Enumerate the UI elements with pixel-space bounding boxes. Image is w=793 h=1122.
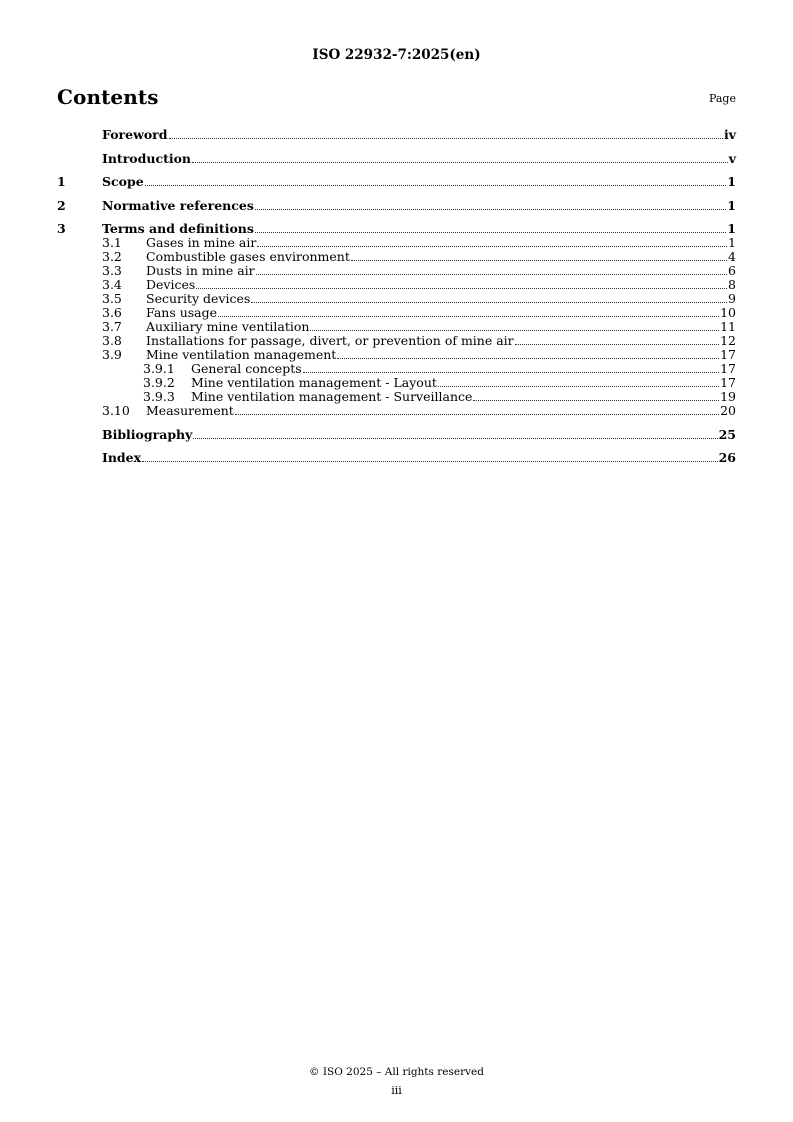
toc-dot-leader (251, 301, 727, 303)
toc-entry-page[interactable]: 25 (718, 426, 736, 442)
toc-entry-label[interactable]: Bibliography (102, 426, 193, 442)
toc-dot-leader (145, 184, 727, 186)
toc-entry[interactable] (57, 362, 736, 376)
toc-entry-label[interactable]: Mine ventilation management - Layout (191, 375, 437, 390)
toc-entry-label[interactable]: Security devices (146, 291, 251, 306)
toc-entry-label[interactable]: Measurement (146, 403, 234, 418)
copyright-footer: © ISO 2025 – All rights reserved (309, 1066, 484, 1078)
toc-entry-number: 3.8 (102, 333, 122, 348)
toc-entry-label[interactable]: Mine ventilation management (146, 347, 337, 362)
toc-entry[interactable] (57, 278, 736, 292)
toc-entry-label[interactable]: Auxiliary mine ventilation (146, 319, 310, 334)
toc-dot-leader (438, 385, 719, 387)
toc-entry-page[interactable]: 1 (727, 174, 736, 189)
toc-entry-page[interactable]: iv (723, 127, 736, 142)
toc-entry-number: 3.10 (102, 403, 130, 418)
toc-dot-leader (256, 273, 727, 275)
toc-entry-number: 3.4 (102, 277, 122, 292)
toc-entry-number: 3.3 (102, 263, 122, 278)
toc-entry-page[interactable]: 17 (720, 375, 736, 390)
footer-page-number: iii (391, 1084, 402, 1097)
table-of-contents (57, 128, 736, 465)
toc-entry-number: 2 (57, 197, 66, 213)
toc-entry-label[interactable]: Devices (146, 277, 196, 292)
toc-entry-number: 1 (57, 174, 66, 189)
toc-entry[interactable] (57, 152, 736, 166)
toc-dot-leader (257, 245, 727, 247)
toc-entry[interactable] (57, 334, 736, 348)
toc-entry[interactable] (57, 250, 736, 264)
toc-entry-number: 3.7 (102, 319, 122, 334)
toc-entry-page[interactable]: 11 (720, 319, 736, 334)
toc-entry-page[interactable]: 19 (720, 389, 736, 404)
toc-entry[interactable] (57, 264, 736, 278)
toc-dot-leader (303, 371, 719, 373)
toc-dot-leader (255, 208, 726, 210)
toc-entry-label[interactable]: Mine ventilation management - Surveillance (191, 389, 473, 404)
toc-dot-leader (515, 343, 719, 345)
toc-dot-leader (218, 315, 719, 317)
toc-entry-label[interactable]: Terms and definitions (102, 221, 254, 236)
toc-entry-page[interactable]: 9 (728, 291, 736, 306)
toc-entry-page[interactable]: v (728, 150, 736, 166)
toc-entry[interactable] (57, 306, 736, 320)
toc-entry-number: 3.2 (102, 249, 122, 264)
toc-entry-page[interactable]: 4 (728, 249, 736, 264)
toc-entry-number: 3.1 (102, 235, 122, 250)
toc-dot-leader (255, 231, 726, 233)
toc-entry[interactable] (57, 348, 736, 362)
toc-dot-leader (192, 161, 728, 163)
toc-dot-leader (473, 399, 719, 401)
toc-entry[interactable] (57, 292, 736, 306)
toc-dot-leader (196, 287, 727, 289)
toc-entry-page[interactable]: 17 (720, 361, 736, 376)
toc-entry-label[interactable]: General concepts (191, 361, 302, 376)
toc-entry-page[interactable]: 26 (718, 450, 736, 465)
toc-entry[interactable] (57, 128, 736, 142)
toc-entry-label[interactable]: Index (102, 450, 142, 465)
toc-entry-label[interactable]: Scope (102, 174, 144, 189)
toc-entry-number: 3 (57, 221, 66, 236)
toc-entry-label[interactable]: Normative references (102, 197, 254, 213)
document-id-header: ISO 22932-7:2025(en) (312, 47, 481, 63)
toc-entry-number: 3.9.1 (143, 361, 175, 376)
toc-entry-label[interactable]: Fans usage (146, 305, 218, 320)
toc-entry[interactable] (57, 390, 736, 404)
toc-entry-page[interactable]: 8 (728, 277, 736, 292)
toc-entry-label[interactable]: Combustible gases environment (146, 249, 350, 264)
toc-dot-leader (193, 437, 717, 439)
toc-entry-number: 3.5 (102, 291, 122, 306)
toc-dot-leader (310, 329, 719, 331)
toc-entry-number: 3.9.3 (143, 389, 175, 404)
toc-entry-page[interactable]: 10 (720, 305, 736, 320)
toc-entry[interactable] (57, 236, 736, 250)
toc-entry-number: 3.9 (102, 347, 122, 362)
toc-entry[interactable] (57, 404, 736, 418)
page-column-label: Page (708, 92, 736, 105)
toc-dot-leader (337, 357, 719, 359)
toc-entry-page[interactable]: 1 (727, 197, 736, 213)
page-title: Contents (57, 85, 159, 109)
toc-entry-page[interactable]: 17 (720, 347, 736, 362)
toc-entry-label[interactable]: Installations for passage, divert, or prevention of mine air (146, 333, 514, 348)
toc-entry-page[interactable]: 12 (720, 333, 736, 348)
toc-entry-page[interactable]: 1 (728, 235, 736, 250)
toc-entry-number: 3.6 (102, 305, 122, 320)
toc-entry[interactable] (57, 376, 736, 390)
toc-entry[interactable] (57, 451, 736, 465)
toc-entry-page[interactable]: 6 (728, 263, 736, 278)
toc-entry[interactable] (57, 175, 736, 189)
toc-entry[interactable] (57, 428, 736, 442)
toc-dot-leader (351, 259, 727, 261)
toc-dot-leader (235, 413, 719, 415)
toc-dot-leader (142, 460, 718, 462)
toc-entry-label[interactable]: Foreword (102, 127, 168, 142)
toc-entry-label[interactable]: Gases in mine air (146, 235, 257, 250)
toc-entry-page[interactable]: 1 (727, 221, 736, 236)
toc-entry-label[interactable]: Introduction (102, 150, 192, 166)
toc-entry[interactable] (57, 320, 736, 334)
toc-entry-number: 3.9.2 (143, 375, 175, 390)
toc-entry-label[interactable]: Dusts in mine air (146, 263, 255, 278)
toc-entry[interactable] (57, 222, 736, 236)
toc-dot-leader (169, 137, 723, 139)
toc-entry-page[interactable]: 20 (720, 403, 736, 418)
toc-entry[interactable] (57, 199, 736, 213)
